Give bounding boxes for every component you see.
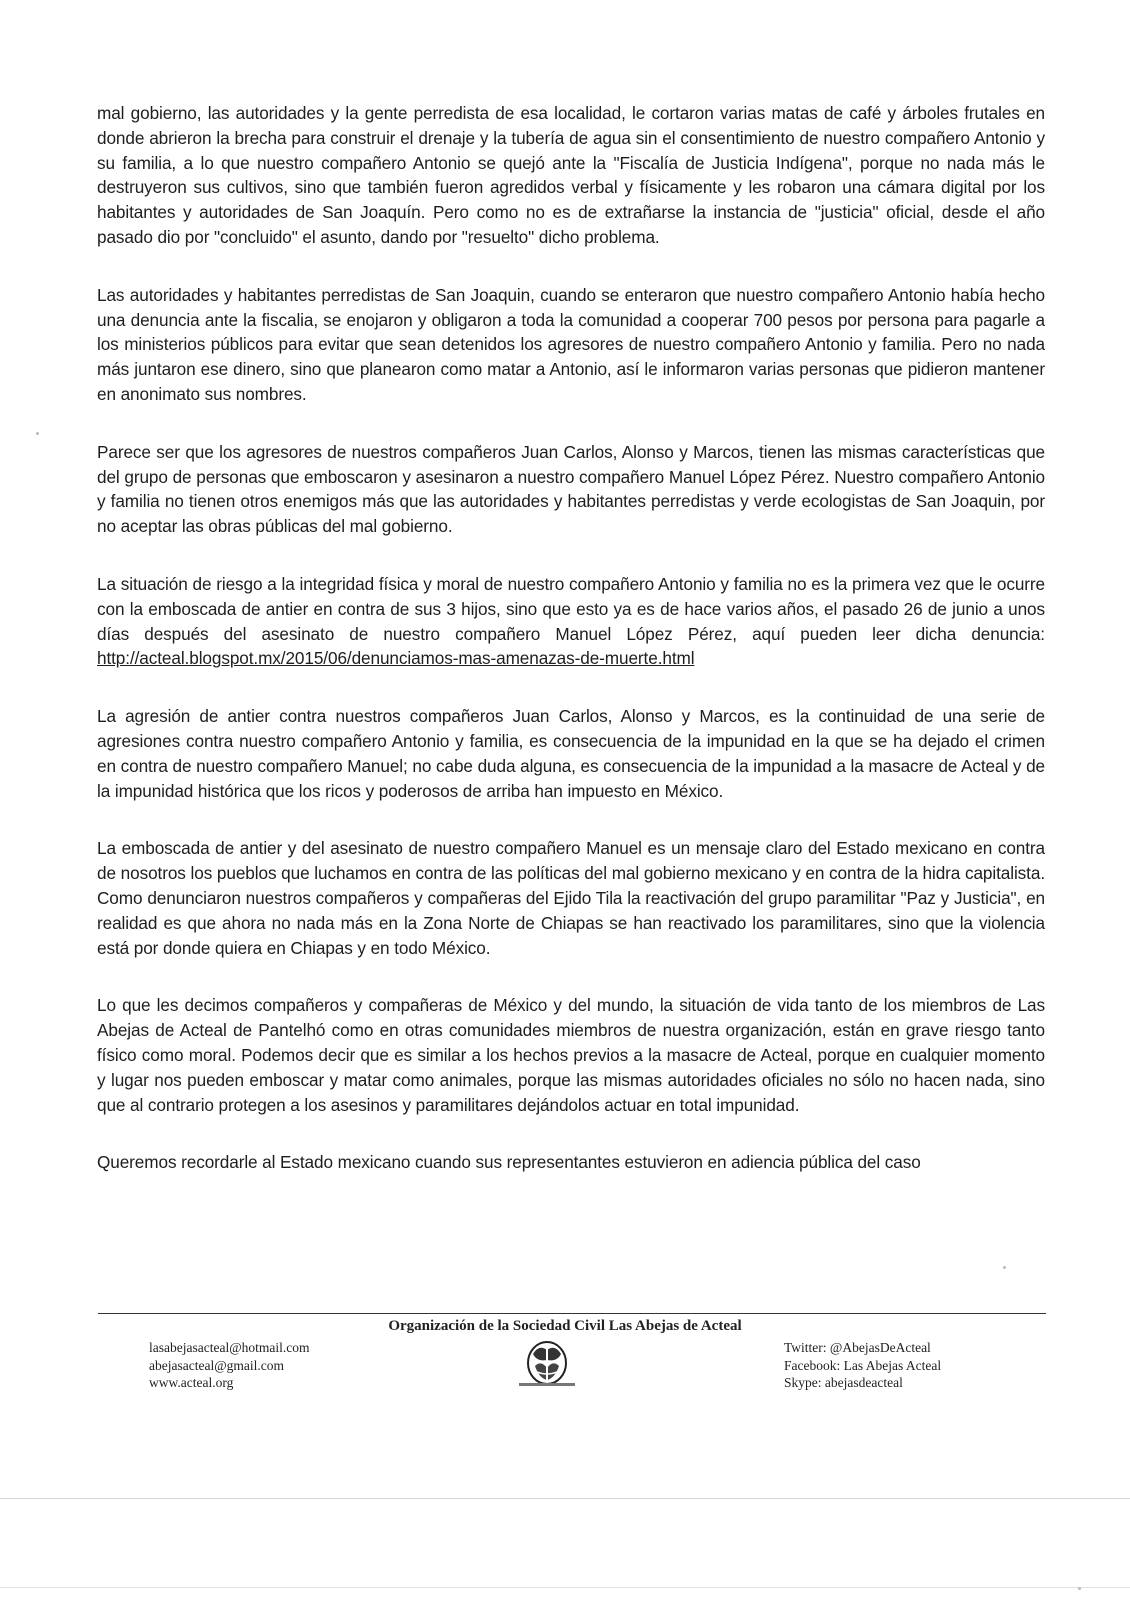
paragraph-continuity: La agresión de antier contra nuestros compañeros Juan Carlos, Alonso y Marcos, es la continuidad de una serie de agresiones contra nuestro compañero Antonio y familia, es consecuencia de la impunidad en la que se ha dejado el crimen en contra de nuestro compañero Manuel; no cabe duda alguna, es consecuencia de la impunidad a la masacre de Acteal y de la impunidad histórica que los ricos y poderosos de arriba han impuesto en México. xyxy=(97,706,1045,801)
scan-speck xyxy=(1003,1266,1006,1269)
scan-artifact-line xyxy=(0,1498,1130,1499)
abejas-logo-icon xyxy=(513,1338,581,1390)
footer-divider xyxy=(98,1313,1046,1314)
scan-speck xyxy=(36,432,39,435)
paragraph-state-message: La emboscada de antier y del asesinato de nuestro compañero Manuel es un mensaje claro del Estado mexicano en contra de nosotros los pueblos que luchamos en contra de las políticas del mal gobierno mexicano y en contra de la hidra capitalista. Como denunciaron nuestros compañeros y compañeras del Ejido Tila la reactivación del grupo paramilitar "Paz y Justicia", en realidad es que ahora no nada más en la Zona Norte de Chiapas se han reactivado los paramilitares, sino que la violencia está por donde quiera en Chiapas y en todo México. xyxy=(97,838,1045,958)
footer-facebook[interactable]: Facebook: Las Abejas Acteal xyxy=(784,1357,942,1373)
denuncia-link[interactable]: http://acteal.blogspot.mx/2015/06/denunciamos-mas-amenazas-de-muerte.html xyxy=(97,648,695,669)
footer-twitter[interactable]: Twitter: @AbejasDeActeal xyxy=(784,1340,931,1355)
paragraph-crops-destroyed: mal gobierno, las autoridades y la gente perredista de esa localidad, le cortaron varias matas de café y árboles frutales en donde abrieron la brecha para construir el drenaje y la tubería de agua sin el consentimiento de nuestro compañero Antonio y su familia, a lo que nuestro compañero Antonio se quejó ante la "Fiscalía de Justicia Indígena", porque no nada más le destruyeron sus cultivos, sino que también fueron agredidos verbal y físicamente y les robaron una cámara digital por los habitantes y autoridades de San Joaquín. Pero como no es de extrañarse la instancia de "justicia" oficial, desde el año pasado dio por "concluido" el asunto, dando por "resuelto" dicho problema. xyxy=(97,103,1045,247)
paragraph-grave-risk: Lo que les decimos compañeros y compañeras de México y del mundo, la situación de vida tanto de los miembros de Las Abejas de Acteal de Pantelhó como en otras comunidades miembros de nuestra organización, están en grave riesgo tanto físico como moral. Podemos decir que es similar a los hechos previos a la masacre de Acteal, porque en cualquier momento y lugar nos pueden emboscar y matar como animales, porque las mismas autoridades oficiales no sólo no hacen nada, sino que al contrario protegen a los asesinos y paramilitares dejándolos actuar en total impunidad. xyxy=(97,995,1045,1115)
paragraph-risk-text: La situación de riesgo a la integridad física y moral de nuestro compañero Antonio y familia no es la primera vez que le ocurre con la emboscada de antier en contra de sus 3 hijos, sino que esto ya es de hace varios años, el pasado 26 de junio a unos días después del asesinato de nuestro compañero Manuel López Pérez, aquí pueden leer dicha denuncia: xyxy=(97,573,1045,644)
footer-email-gmail[interactable]: abejasacteal@gmail.com xyxy=(149,1357,284,1373)
paragraph-risk-situation xyxy=(97,572,1045,671)
scan-artifact-line xyxy=(0,1587,1130,1588)
paragraph-aggressors: Parece ser que los agresores de nuestros compañeros Juan Carlos, Alonso y Marcos, tienen las mismas características que del grupo de personas que emboscaron y asesinaron a nuestro compañero Manuel López Pérez. Nuestro compañero Antonio y familia no tienen otros enemigos más que las autoridades y habitantes perredistas y verde ecologistas de San Joaquin, por no aceptar las obras públicas del mal gobierno. xyxy=(97,441,1045,537)
scan-speck xyxy=(1078,1587,1081,1590)
footer-contact-right xyxy=(784,1339,941,1392)
footer-contact-left xyxy=(149,1339,310,1392)
letter-body xyxy=(97,101,1045,1208)
footer-skype[interactable]: Skype: abejasdeacteal xyxy=(784,1375,903,1390)
footer-email-hotmail[interactable]: lasabejasacteal@hotmail.com xyxy=(149,1340,310,1355)
paragraph-bribe-and-threat: Las autoridades y habitantes perredistas de San Joaquin, cuando se enteraron que nuestro compañero Antonio había hecho una denuncia ante la fiscalia, se enojaron y obligaron a toda la comunidad a cooperar 700 pesos por persona para pagarle a los ministerios públicos para evitar que sean detenidos los agresores de nuestro compañero Antonio y familia. Pero no nada más juntaron ese dinero, sino que planearon como matar a Antonio, así le informaron varias personas que pidieron mantener en anonimato sus nombres. xyxy=(97,284,1045,404)
footer-website[interactable]: www.acteal.org xyxy=(149,1375,234,1390)
footer-organization-title: Organización de la Sociedad Civil Las Abejas de Acteal xyxy=(388,1318,742,1334)
paragraph-reminder: Queremos recordarle al Estado mexicano cuando sus representantes estuvieron en adiencia pública del caso xyxy=(97,1152,921,1173)
